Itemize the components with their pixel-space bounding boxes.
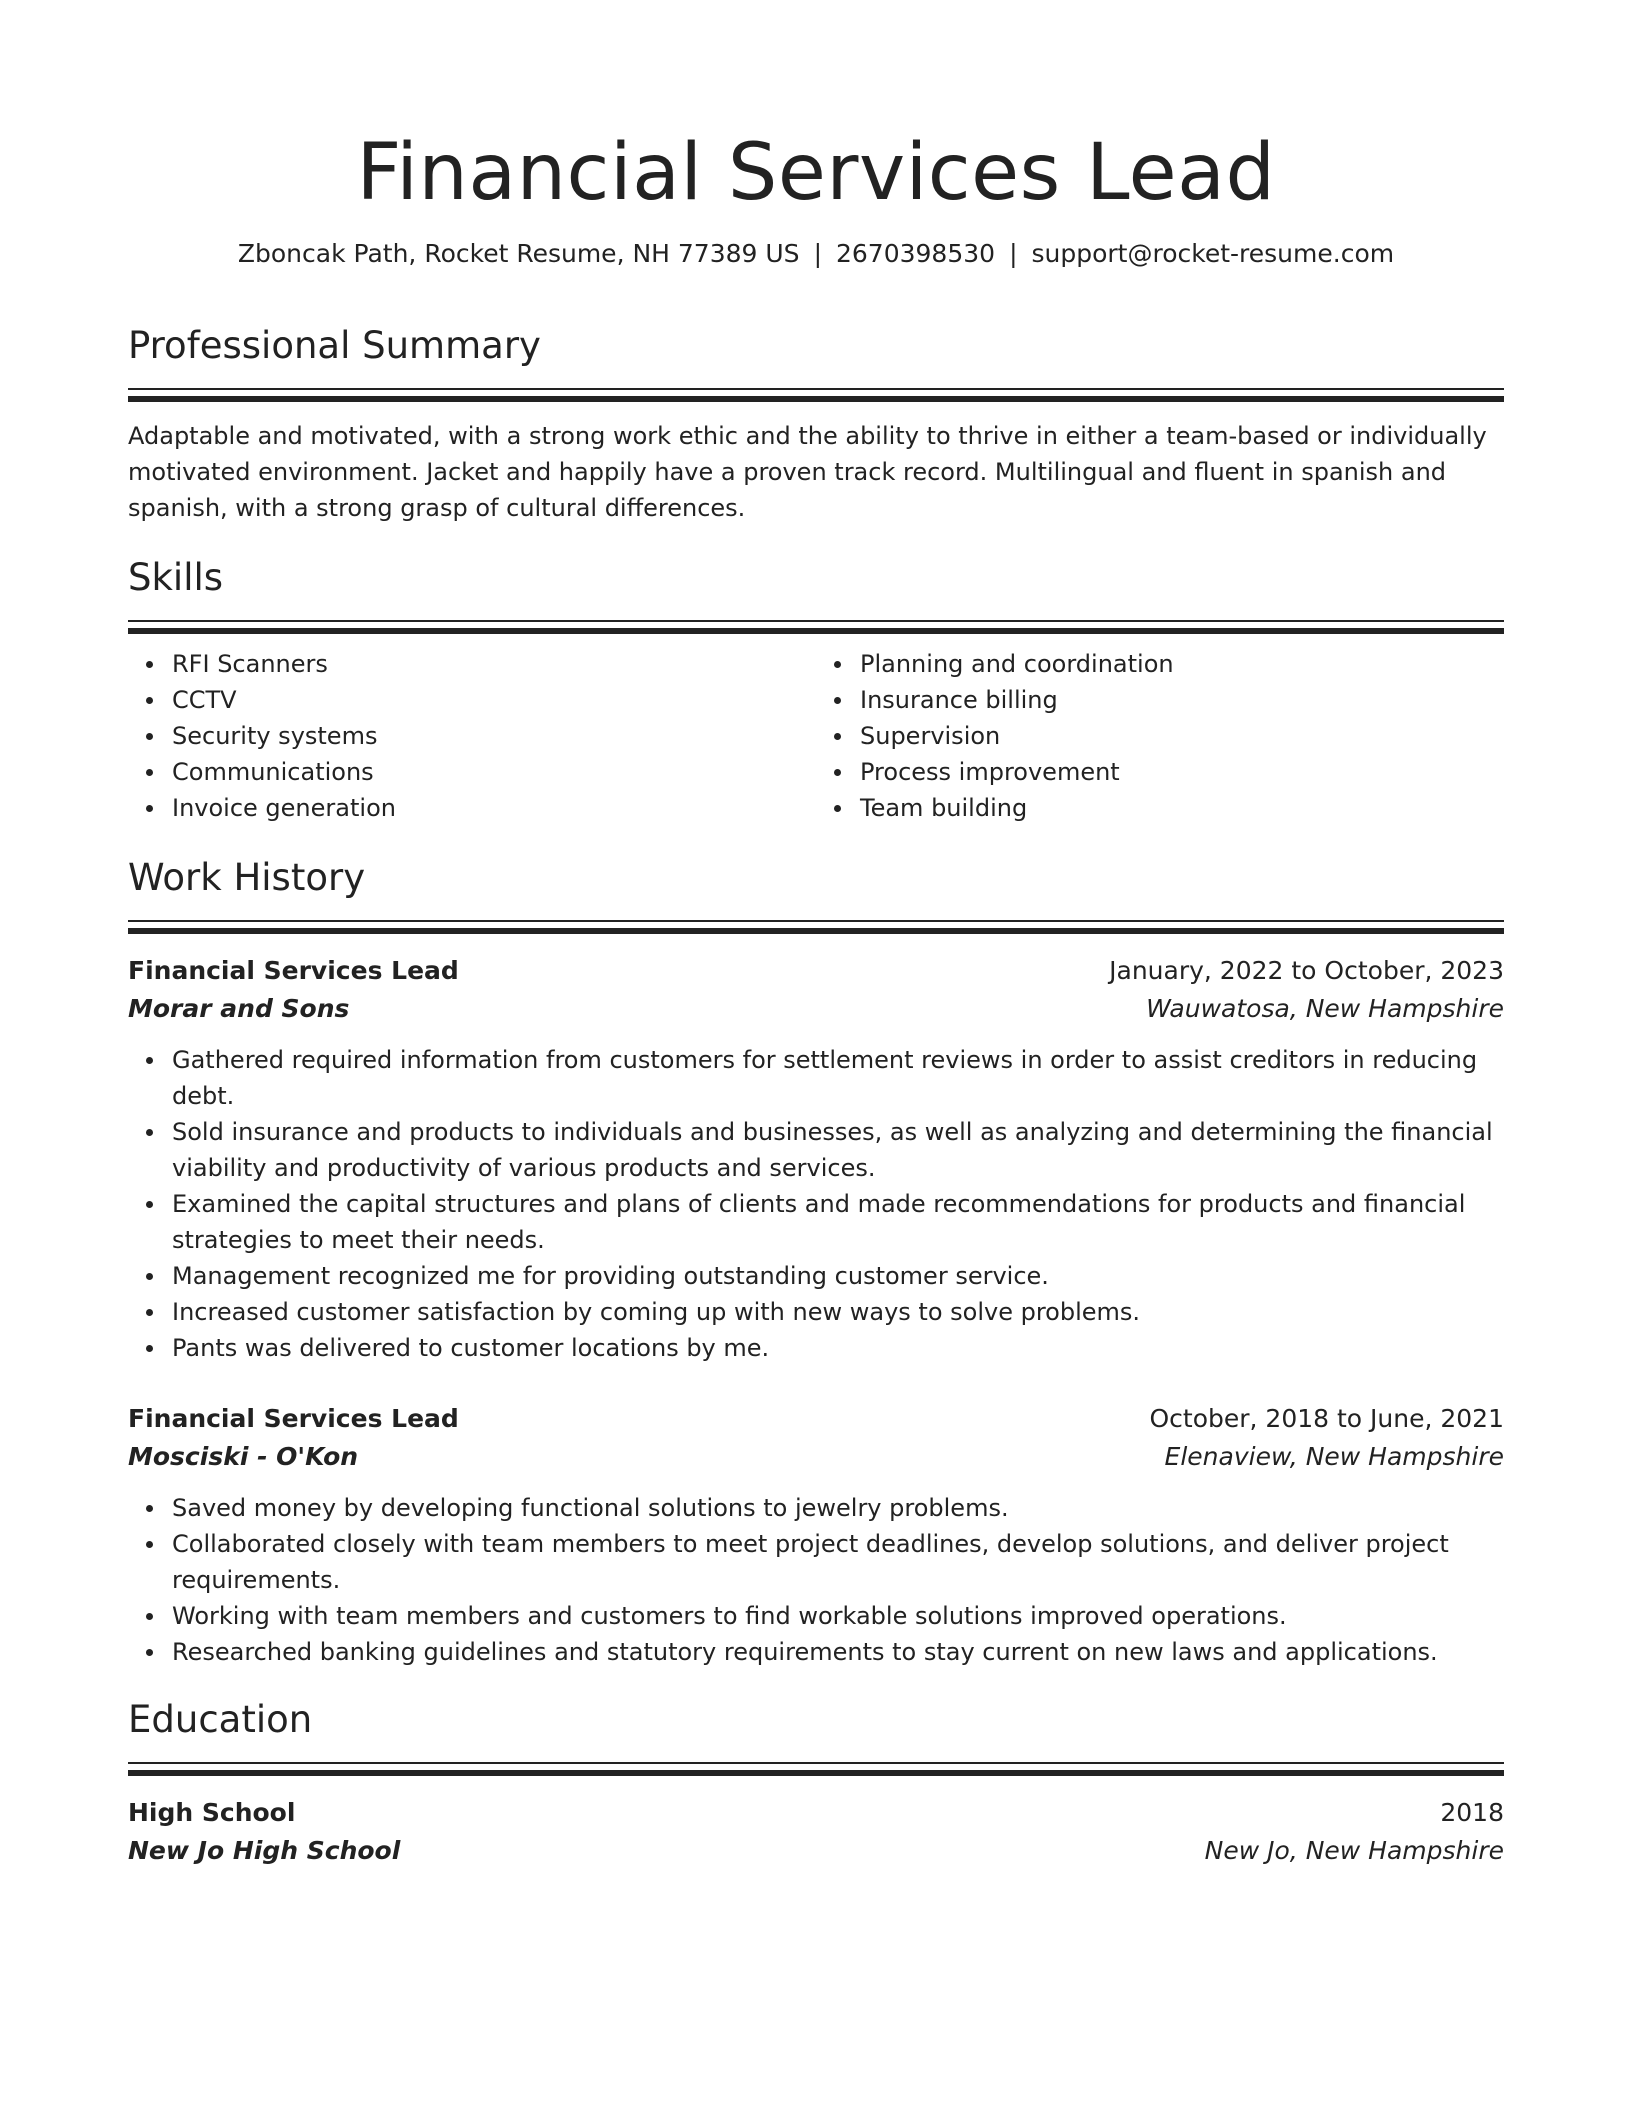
job-bullets xyxy=(128,1490,1504,1670)
skill-item: Communications xyxy=(172,754,816,790)
contact-separator: | xyxy=(1009,239,1018,268)
skill-item: Planning and coordination xyxy=(860,646,1504,682)
job-company: Morar and Sons xyxy=(128,994,350,1023)
contact-phone: 2670398530 xyxy=(836,239,996,268)
skills-list-left xyxy=(128,646,816,826)
job-entry xyxy=(128,1400,1504,1670)
job-bullet: Increased customer satisfaction by coming up with new ways to solve problems. xyxy=(172,1294,1504,1330)
skill-item: CCTV xyxy=(172,682,816,718)
section-divider xyxy=(128,388,1504,402)
job-title: Financial Services Lead xyxy=(128,956,459,985)
skill-item: Supervision xyxy=(860,718,1504,754)
skills-columns xyxy=(128,646,1504,826)
job-entry xyxy=(128,952,1504,1366)
job-subheader-row xyxy=(128,990,1504,1028)
job-bullet: Collaborated closely with team members to meet project deadlines, develop solutions, and deliver project requirements. xyxy=(172,1526,1504,1598)
candidate-name: Financial Services Lead xyxy=(356,128,1276,218)
job-bullet: Saved money by developing functional solutions to jewelry problems. xyxy=(172,1490,1504,1526)
education-heading: Education xyxy=(128,1698,313,1741)
job-bullets xyxy=(128,1042,1504,1366)
education-year: 2018 xyxy=(1440,1798,1504,1827)
section-divider xyxy=(128,1762,1504,1776)
education-location: New Jo, New Hampshire xyxy=(1204,1836,1504,1865)
education-subheader-row xyxy=(128,1832,1504,1870)
skill-item: RFI Scanners xyxy=(172,646,816,682)
summary-section xyxy=(128,322,1504,526)
section-divider xyxy=(128,620,1504,634)
job-dates: October, 2018 to June, 2021 xyxy=(1149,1404,1504,1433)
skill-item: Insurance billing xyxy=(860,682,1504,718)
contact-email: support@rocket-resume.com xyxy=(1031,239,1395,268)
skills-heading: Skills xyxy=(128,556,224,599)
skills-list-right xyxy=(816,646,1504,826)
job-location: Wauwatosa, New Hampshire xyxy=(1146,994,1504,1023)
section-divider xyxy=(128,920,1504,934)
job-bullet: Examined the capital structures and plans of clients and made recommendations for products and financial strategies to meet their needs. xyxy=(172,1186,1504,1258)
education-degree: High School xyxy=(128,1798,296,1827)
education-header-row xyxy=(128,1794,1504,1832)
skills-section xyxy=(128,554,1504,826)
job-title: Financial Services Lead xyxy=(128,1404,459,1433)
skill-item: Security systems xyxy=(172,718,816,754)
job-header-row xyxy=(128,952,1504,990)
contact-separator: | xyxy=(813,239,822,268)
contact-address: Zboncak Path, Rocket Resume, NH 77389 US xyxy=(237,239,800,268)
education-section xyxy=(128,1696,1504,1870)
job-bullet: Gathered required information from customers for settlement reviews in order to assist creditors in reducing debt. xyxy=(172,1042,1504,1114)
skill-item: Process improvement xyxy=(860,754,1504,790)
contact-line xyxy=(128,236,1504,272)
summary-text: Adaptable and motivated, with a strong work ethic and the ability to thrive in either a team-based or individually motivated environment. Jacket and happily have a proven track record. Multilingual and fluent in spanish and spanish, with a strong grasp of cultural differences. xyxy=(128,422,1487,522)
skill-item: Team building xyxy=(860,790,1504,826)
job-header-row xyxy=(128,1400,1504,1438)
job-bullet: Pants was delivered to customer locations by me. xyxy=(172,1330,1504,1366)
job-bullet: Sold insurance and products to individuals and businesses, as well as analyzing and determining the financial viability and productivity of various products and services. xyxy=(172,1114,1504,1186)
job-bullet: Management recognized me for providing outstanding customer service. xyxy=(172,1258,1504,1294)
job-subheader-row xyxy=(128,1438,1504,1476)
skill-item: Invoice generation xyxy=(172,790,816,826)
job-bullet: Researched banking guidelines and statutory requirements to stay current on new laws and applications. xyxy=(172,1634,1504,1670)
job-location: Elenaview, New Hampshire xyxy=(1164,1442,1504,1471)
education-entry xyxy=(128,1794,1504,1870)
summary-heading: Professional Summary xyxy=(128,324,541,367)
work-history-heading: Work History xyxy=(128,856,366,899)
job-dates: January, 2022 to October, 2023 xyxy=(1109,956,1504,985)
job-bullet: Working with team members and customers to find workable solutions improved operations. xyxy=(172,1598,1504,1634)
job-company: Mosciski - O'Kon xyxy=(128,1442,359,1471)
education-school: New Jo High School xyxy=(128,1836,401,1865)
work-history-section xyxy=(128,854,1504,1670)
